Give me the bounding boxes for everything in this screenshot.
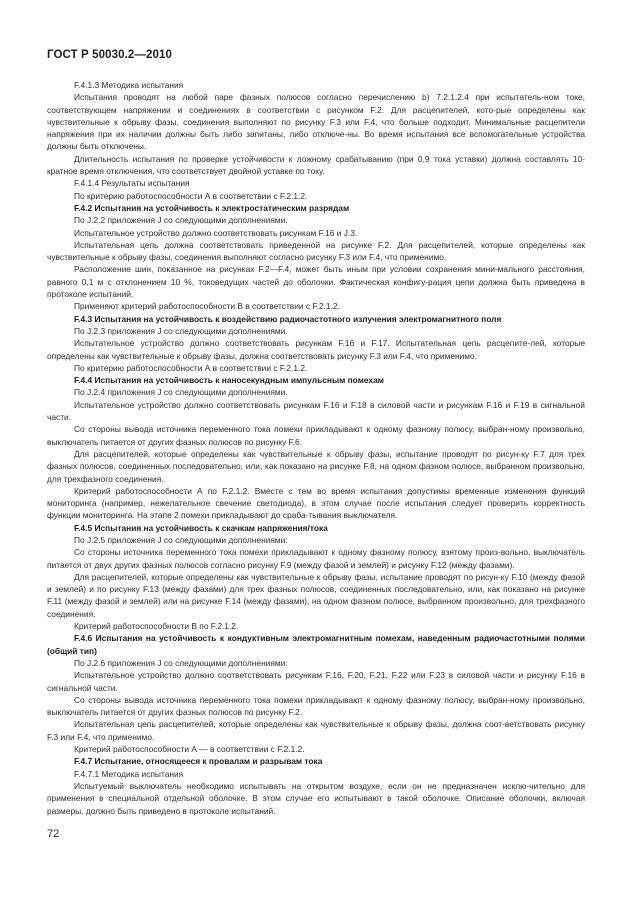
paragraph: F.4.1.4 Результаты испытания bbox=[74, 178, 190, 189]
paragraph: Испытательная цепь должна соответствовать приведенной на рисунке F.2. Для расцепителей, которые определены как чувствительные к обрыву фазы, соединения выполняют согласно рисунку F.3 или F.4, что применимо. bbox=[47, 239, 585, 263]
paragraph: Со стороны вывода источника переменного тока помехи прикладывают к одному фазному полюсу, выбран-ному произвольно, выключатель питается от других фазных полюсов по рисунку F.2. bbox=[47, 694, 585, 718]
paragraph: Испытательное устройство должно соответствовать рисункам F.16 и F.17. Испытательная цепь расцепите-лей, которые определены как чувствительные к обрыву фазы, должна соответствовать рисунку F.3 или F.4, что применимо. bbox=[47, 338, 585, 361]
paragraph: Испытательное устройство должно соответствовать рисункам F.16, F.20, F.21, F.22 или F.23 в силовой части и рисунку F.16 в сигнальной части. bbox=[47, 670, 585, 693]
paragraph: По J.2.5 приложения J со следующими дополнениями: bbox=[74, 534, 288, 545]
paragraph: Длительность испытания по проверке устойчивости к ложному срабатыванию (при 0,9 тока уставки) должна составлять 10-кратное время отключения, что соответствует двойной уставке по току. bbox=[47, 153, 585, 177]
paragraph: Со стороны источника переменного тока помехи прикладывают к одному фазному полюсу, взятому произ-вольно, выключатель питается от двух других фазных полюсов согласно рисунку F.9 (между фазой и землей) и рисунку F.12 (между фазами). bbox=[47, 547, 585, 570]
paragraph: Испытуемый выключатель необходимо испытывать на открытом воздухе, если он не предназначен исклю-чительно для применения в специальной отдельной оболочке. В этом случае его испытывают в такой оболочке. Описание оболочки, включая размеры, должно быть приведено в протоколе испытаний. bbox=[47, 780, 585, 816]
paragraph: Для расцепителей, которые определены как чувствительные к обрыву фазы, испытание проводят по рисун-ку F.10 (между фазой и землей) и по рисунку F.13 (между фазами) для трех фазных полюсов, соединенных последовательно, или, как показано на рисунке F.11 (между фазой и землей) или на рисунке F.14 (между фазами), на одном фазном полюсе, выбранном произвольно, для трехфазного соединения. bbox=[47, 571, 585, 619]
paragraph: Со стороны вывода источника переменного тока помехи прикладывают к одному фазному полюсу, выбран-ному произвольно, выключатель питается от других фазных полюсов по рисунку F.6. bbox=[47, 424, 585, 447]
paragraph: По J.2.2 приложения J со следующими дополнениями. bbox=[74, 215, 288, 226]
paragraph: Расположение шин, показанное на рисунках F.2—F.4, может быть иным при условии сохранения мини-мального расстояния, равного 0,1 м с отклонением 10 %, токоведущих частей до оболочки. Фактическая конфигу-рация цепи должна быть приведена в протоколе испытаний. bbox=[47, 264, 585, 300]
paragraph: Испытания проводят на любой паре фазных полюсов согласно перечислению b) 7.2.1.2.4 при испытатель-ном токе, соответствующем напряжении и соединениях в соответствии с рисунком F.2. Для расцепителей, кото-рые определены как чувствительные к обрыву фазы, соединения выполняют по рисунку F.3 или F.4, что больше подходит. Минимальные расцепители напряжения при их наличии должны быть либо запитаны, либо отключе-ны. Во время испытания все вспомогательные устройства должны быть отключены. bbox=[47, 92, 585, 152]
paragraph: Критерий работоспособности В по F.2.1.2. bbox=[74, 621, 239, 632]
section-heading: F.4.3 Испытания на устойчивость к воздействию радиочастотного излучения электромагнитного поля bbox=[74, 313, 502, 324]
page-number: 72 bbox=[47, 828, 60, 840]
paragraph: Критерий работоспособности А по F.2.1.2. Вместе с тем во время испытания допустимы временные изменения функций мониторинга (например, нежелательное свечение светодиода), в этом случае после испытания следует проверить корректность функции мониторинга. На этапе 2 помехи прикладывают до сраба-тывания выключателя. bbox=[47, 485, 585, 521]
paragraph: Для расцепителей, которые определены как чувствительные к обрыву фазы, испытание проводят по рисун-ку F.7 для трех фазных полюсов, соединенных последовательно, или, как показано на рисунке F.8, на одном фазном полюсе, выбранном произвольно, для трехфазного соединения. bbox=[47, 448, 585, 484]
paragraph: Испытательное устройство должно соответствовать рисункам F.16 и F.18 в силовой части и рисункам F.16 и F.19 в сигнальной части. bbox=[47, 399, 585, 423]
paragraph: По критерию работоспособности А в соответствии с F.2.1.2. bbox=[74, 190, 308, 201]
paragraph: F.4.7.1 Методика испытания bbox=[74, 768, 184, 779]
section-heading: F.4.5 Испытания на устойчивость к скачкам напряжения/тока bbox=[74, 522, 328, 533]
paragraph: По J.2.4 приложения J со следующими дополнениями. bbox=[74, 387, 288, 398]
paragraph: Критерий работоспособности А — в соответствии с F.2.1.2. bbox=[74, 744, 305, 755]
paragraph: Испытательная цепь расцепителей, которые определены как чувствительные к обрыву фазы, должна соот-ветствовать рисунку F.3 или F.4, что применимо. bbox=[47, 719, 585, 742]
section-heading: F.4.7 Испытание, относящееся к провалам и разрывам тока bbox=[74, 756, 323, 767]
paragraph: По J.2.3 приложения J со следующими дополнениями. bbox=[74, 325, 288, 336]
paragraph: Применяют критерий работоспособности В в соответствии с F.2.1.2. bbox=[74, 301, 340, 312]
paragraph: Испытательное устройство должно соответствовать рисункам F.16 и J.3. bbox=[74, 227, 358, 238]
document-body bbox=[47, 79, 585, 817]
paragraph: По J.2.6 приложения J со следующими дополнениями: bbox=[74, 657, 288, 668]
paragraph: F.4.1.3 Методика испытания bbox=[74, 80, 184, 90]
section-heading: F.4.4 Испытания на устойчивость к наносекундным импульсным помехам bbox=[74, 375, 384, 386]
section-heading: F.4.2 Испытания на устойчивость к электростатическим разрядам bbox=[74, 202, 350, 213]
document-header: ГОСТ Р 50030.2—2010 bbox=[47, 49, 172, 61]
paragraph: По критерию работоспособности А в соответствии с F.2.1.2. bbox=[74, 362, 308, 373]
section-heading: F.4.6 Испытания на устойчивость к кондуктивным электромагнитным помехам, наведенным радиочастотными полями (общий тип) bbox=[47, 633, 585, 656]
